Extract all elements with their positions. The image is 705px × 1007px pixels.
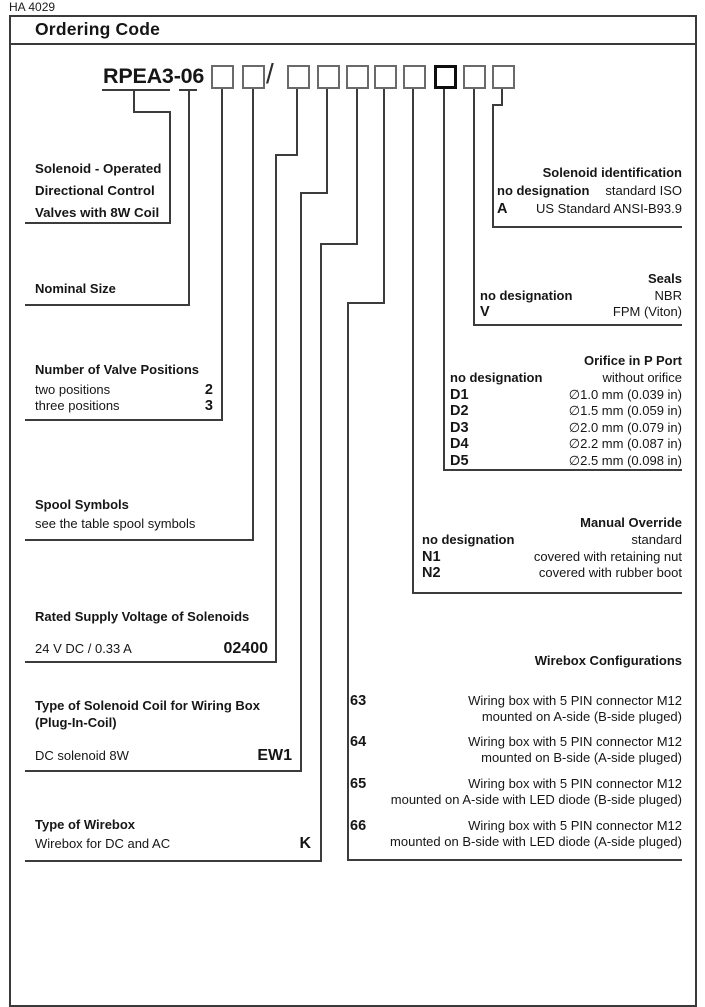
section-spool-symbols: Spool Symbols see the table spool symbols bbox=[35, 497, 196, 531]
wirebox-option: 66 Wiring box with 5 PIN connector M12 mounted on B-side with LED diode (A-side pluged) bbox=[350, 818, 682, 849]
section-manual-override: Manual Override no designation standard N1 covered with retaining nut N2 covered with rubber boot bbox=[422, 515, 682, 581]
code-box bbox=[374, 65, 397, 89]
code-box bbox=[287, 65, 310, 89]
section-orifice: Orifice in P Port no designation without orifice D1 ∅1.0 mm (0.039 in) D2 ∅1.5 mm (0.059 in) D3 ∅2.0 mm (0.079 in) D4 ∅2.2 mm (0.087 in) D5 ∅2.5 mm (0.098 in) bbox=[450, 353, 682, 469]
code-box bbox=[346, 65, 369, 89]
page-title: Ordering Code bbox=[35, 18, 161, 39]
model-code: RPEA3-06 bbox=[103, 64, 205, 88]
header-band bbox=[9, 15, 697, 45]
code-box-highlighted bbox=[434, 65, 457, 89]
code-separator: / bbox=[266, 58, 274, 89]
section-seals: Seals no designation NBR V FPM (Viton) bbox=[480, 271, 682, 320]
section-solenoid-identification: Solenoid identification no designation standard ISO A US Standard ANSI-B93.9 bbox=[497, 165, 682, 217]
section-supply-voltage: Rated Supply Voltage of Solenoids 24 V DC / 0.33 A 02400 bbox=[35, 609, 268, 657]
wirebox-option: 64 Wiring box with 5 PIN connector M12 mounted on B-side (A-side pluged) bbox=[350, 734, 682, 765]
section-valve-positions: Number of Valve Positions two positions 2 three positions 3 bbox=[35, 362, 213, 414]
wirebox-option: 63 Wiring box with 5 PIN connector M12 mounted on A-side (B-side pluged) bbox=[350, 693, 682, 724]
code-box bbox=[242, 65, 265, 89]
code-box bbox=[317, 65, 340, 89]
section-wirebox-type: Type of Wirebox Wirebox for DC and AC K bbox=[35, 817, 311, 852]
code-box bbox=[463, 65, 486, 89]
code-box bbox=[492, 65, 515, 89]
wirebox-option: 65 Wiring box with 5 PIN connector M12 mounted on A-side with LED diode (B-side pluged) bbox=[350, 776, 682, 807]
code-box bbox=[403, 65, 426, 89]
document-code: HA 4029 bbox=[9, 0, 56, 14]
code-box bbox=[211, 65, 234, 89]
section-coil-type: Type of Solenoid Coil for Wiring Box (Plug-In-Coil) DC solenoid 8W EW1 bbox=[35, 698, 292, 764]
section-series-title: Solenoid - Operated Directional Control Valves with 8W Coil bbox=[35, 161, 162, 220]
section-wirebox-configurations: Wirebox Configurations 63 Wiring box with 5 PIN connector M12 mounted on A-side (B-side pluged) 64 Wiring box with 5 PIN connector M12 mounted on B-side (A-side pluged) 65 Wiring box with 5 PIN connector M12 mounted on A-side with LED diode (B-side pluged) 66 Wiring box with 5 PIN connector M12 mounted on B-side with LED diode (A-side pluged) bbox=[350, 653, 682, 849]
section-nominal-size: Nominal Size bbox=[35, 281, 116, 296]
